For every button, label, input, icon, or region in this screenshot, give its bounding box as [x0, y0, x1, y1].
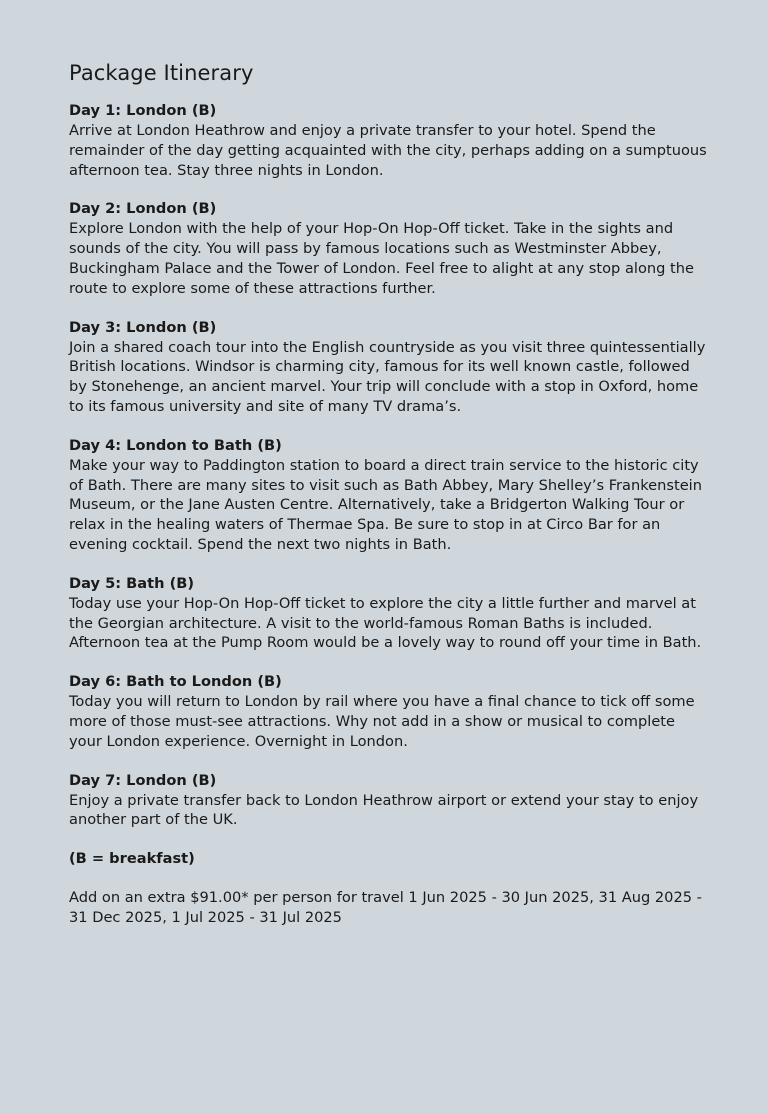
day-heading: Day 3: London (B) — [69, 318, 217, 336]
day-section-6 — [69, 672, 709, 751]
day-description: Arrive at London Heathrow and enjoy a private transfer to your hotel. Spend the remainder of the day getting acquainted with the city, perhaps adding on a sumptuous afternoon tea. Stay three nights in London. — [69, 122, 707, 179]
day-section-5 — [69, 574, 709, 653]
day-section-7 — [69, 771, 709, 831]
day-section-4 — [69, 436, 709, 555]
day-description: Today use your Hop-On Hop-Off ticket to explore the city a little further and marvel at the Georgian architecture. A visit to the world-famous Roman Baths is included. Afternoon tea at the Pump Room would be a lovely way to round off your time in Bath. — [69, 594, 702, 652]
day-description: Explore London with the help of your Hop-On Hop-Off ticket. Take in the sights and sounds of the city. You will pass by famous locations such as Westminster Abbey, Buckingham Palace and the Tower of London. Feel free to alight at any stop along the route to explore some of these attractions further. — [69, 220, 694, 297]
day-description: Join a shared coach tour into the English countryside as you visit three quintessentially British locations. Windsor is charming city, famous for its well known castle, followed by Stonehenge, an ancient marvel. Your trip will conclude with a stop in Oxford, home to its famous university and site of many TV drama’s. — [69, 338, 706, 415]
itinerary-page — [69, 58, 709, 928]
day-description: Make your way to Paddington station to board a direct train service to the historic city of Bath. There are many sites to visit such as Bath Abbey, Mary Shelley’s Frankenstein Museum, or the Jane Austen Centre. Alternatively, take a Bridgerton Walking Tour or relax in the healing waters of Thermae Spa. Be sure to stop in at Circo Bar for an evening cocktail. Spend the next two nights in Bath. — [69, 456, 702, 553]
breakfast-legend: (B = breakfast) — [69, 850, 195, 868]
day-section-3 — [69, 318, 709, 417]
day-heading: Day 1: London (B) — [69, 102, 217, 119]
page-title: Package Itinerary — [69, 61, 254, 85]
day-description: Enjoy a private transfer back to London Heathrow airport or extend your stay to enjoy another part of the UK. — [69, 791, 699, 829]
day-heading: Day 5: Bath (B) — [69, 574, 195, 592]
day-section-1 — [69, 101, 709, 180]
day-heading: Day 6: Bath to London (B) — [69, 673, 282, 691]
day-section-2 — [69, 199, 709, 298]
day-description: Today you will return to London by rail where you have a final chance to tick off some more of those must-see attractions. Why not add in a show or musical to complete your London experience. Overnight in London. — [69, 693, 695, 750]
day-heading: Day 2: London (B) — [69, 200, 217, 218]
day-heading: Day 7: London (B) — [69, 771, 217, 789]
day-heading: Day 4: London to Bath (B) — [69, 436, 282, 454]
price-note: Add on an extra $91.00* per person for travel 1 Jun 2025 - 30 Jun 2025, 31 Aug 2025 - 31 Dec 2025, 1 Jul 2025 - 31 Jul 2025 — [69, 889, 702, 926]
